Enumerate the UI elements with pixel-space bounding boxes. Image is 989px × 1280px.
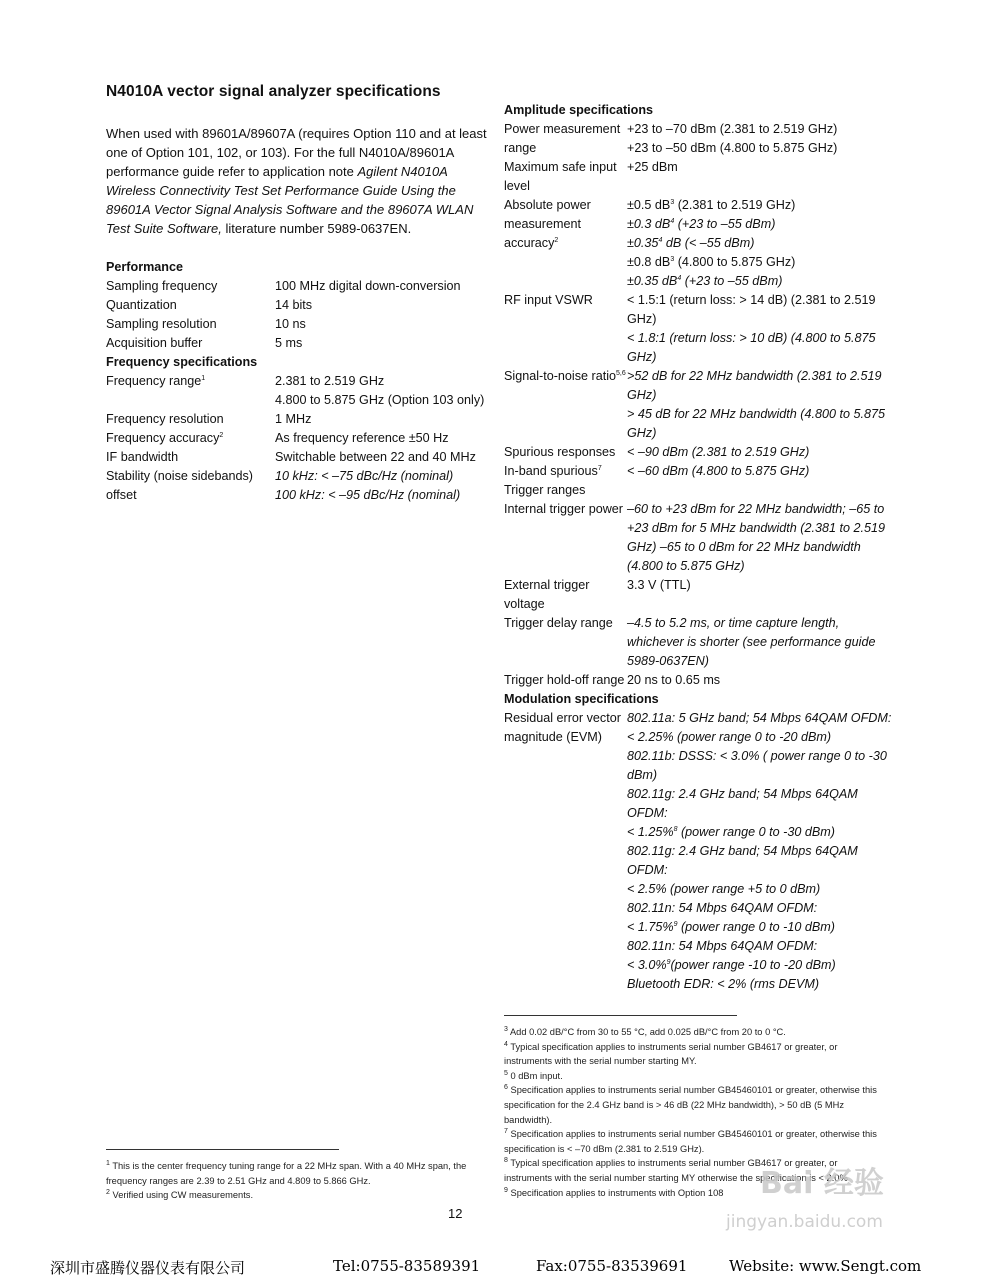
footer-fax: Fax:0755-83539691 [536, 1257, 688, 1275]
spec-row-frequency-accuracy: Frequency accuracy$^2$ As frequency reference ±50 Hz [106, 431, 449, 445]
footnote-rule-right [504, 1015, 737, 1016]
footer-company: 深圳市盛腾仪器仪表有限公司 [50, 1259, 246, 1277]
footnote-1: $^1$ This is the center frequency tuning range for a 22 MHz span. With a 40 MHz span, the frequency ranges are 2.39 to 2.51 GHz and 4.809 to 5.866 GHz. [106, 1159, 467, 1186]
spec-row-inband-spurious: In-band spurious$^7$ < –60 dBm (4.800 to 5.875 GHz) [504, 464, 810, 478]
spec-row-signal-to-noise: Signal-to-noise ratio$^{5,6}$ >52 dB for 22 MHz bandwidth (2.381 to 2.519 GHz) > 45 dB for 22 MHz bandwidth (4.800 to 5.875 GHz) [504, 369, 885, 440]
watermark-url: jingyan.baidu.com [726, 1212, 883, 1232]
spec-row-frequency-range: Frequency range$^1$ 2.381 to 2.519 GHz 4.800 to 5.875 GHz (Option 103 only) [106, 374, 485, 407]
spec-row-spurious-responses: Spurious responses < –90 dBm (2.381 to 2.519 GHz) [504, 445, 810, 459]
spec-row-sampling-resolution: Sampling resolution 10 ns [106, 317, 306, 331]
spec-row-residual-evm: Residual error vector magnitude (EVM) 802.11a: 5 GHz band; 54 Mbps 64QAM OFDM: < 2.25% (power range 0 to -20 dBm) 802.11b: DSSS: < 3.0% ( power range 0 to -30 dBm) 802.11g: 2.4 GHz band; 54 Mbps 64QAM OFDM: < 1.25%$^8$ (power range 0 to -30 dBm) 802.11g: 2.4 GHz band; 54 Mbps 64QAM OFDM: < 2.5% (power range +5 to 0 dBm) 802.11n: 54 Mbps 64QAM OFDM: < 1.75%$^9$ (power range 0 to -10 dBm) 802.11n: 54 Mbps 64QAM OFDM: < 3.0%$^9$(power range -10 to -20 dBm) Bluetooth EDR: < 2% (rms DEVM) [504, 711, 892, 991]
spec-row-quantization: Quantization 14 bits [106, 298, 313, 312]
spec-row-if-bandwidth: IF bandwidth Switchable between 22 and 40 MHz [106, 450, 476, 464]
spec-row-frequency-resolution: Frequency resolution 1 MHz [106, 412, 312, 426]
spec-row-stability: Stability (noise sidebands) offset 10 kHz: < –75 dBc/Hz (nominal) 100 kHz: < –95 dBc/Hz (nominal) [106, 469, 461, 502]
spec-row-trigger-ranges: Trigger ranges [504, 483, 586, 497]
spec-row-internal-trigger: Internal trigger power –60 to +23 dBm for 22 MHz bandwidth; –65 to +23 dBm for 5 MHz bandwidth (2.381 to 2.519 GHz) –65 to 0 dBm for 22 MHz bandwidth (4.800 to 5.875 GHz) [504, 502, 885, 573]
section-heading-amplitude: Amplitude specifications [504, 103, 654, 117]
spec-row-acquisition-buffer: Acquisition buffer 5 ms [106, 336, 303, 350]
footnote-3: $^3$ Add 0.02 dB/°C from 30 to 55 °C, add 0.025 dB/°C from 20 to 0 °C. [504, 1025, 786, 1037]
spec-row-trigger-holdoff: Trigger hold-off range 20 ns to 0.65 ms [504, 673, 721, 687]
footnote-8: $^8$ Typical specification applies to instruments serial number GB4617 or greater, or instruments with the serial number starting MY otherwise the specification is < 2.0% [504, 1157, 848, 1183]
footnote-7: $^7$ Specification applies to instruments serial number GB45460101 or greater, otherwise this specification is < –70 dBm (2.381 to 2.519 GHz). [504, 1128, 877, 1154]
right-spec-column [504, 101, 894, 994]
footnote-9: $^9$ Specification applies to instruments with Option 108 [504, 1186, 724, 1198]
spec-row-sampling-frequency: Sampling frequency 100 MHz digital down-conversion [106, 279, 461, 293]
section-heading-modulation: Modulation specifications [504, 692, 659, 706]
spec-row-rf-input-vswr: RF input VSWR < 1.5:1 (return loss: > 14 dB) (2.381 to 2.519 GHz) < 1.8:1 (return loss: > 10 dB) (4.800 to 5.875 GHz) [504, 293, 876, 364]
footnote-2: $^2$ Verified using CW measurements. [106, 1189, 254, 1201]
spec-row-external-trigger: External trigger voltage 3.3 V (TTL) [504, 578, 691, 611]
page-title: N4010A vector signal analyzer specifications [106, 83, 441, 100]
left-spec-column [106, 258, 486, 505]
spec-row-power-measurement-range: Power measurement range +23 to –70 dBm (2.381 to 2.519 GHz) +23 to –50 dBm (4.800 to 5.875 GHz) [504, 122, 838, 155]
watermark-logo: Bai 经验 [760, 1166, 884, 1201]
page-number: 12 [448, 1206, 463, 1221]
spec-row-absolute-power-accuracy: Absolute power measurement accuracy$^2$ ±0.5 $dB^3$ (2.381 to 2.519 GHz) ±0.3 $dB^4$ (+23 to –55 dBm) $\pm 0.35^4$ dB (< –55 dBm) ±0.8 $dB^3$ (4.800 to 5.875 GHz) ±0.35 $dB^4$ (+23 to –55 dBm) [504, 198, 796, 288]
footer-tel: Tel:0755-83589391 [333, 1257, 481, 1275]
intro-paragraph: When used with 89601A/89607A (requires Option 110 and at least one of Option 101, 102, or 103). For the full N4010A/89601A performance guide refer to application note Agilent N4010A Wireless Connectivity Test Set Performance Guide Using the 89601A Vector Signal Analysis Software and the 89607A WLAN Test Suite Software, literature number 5989-0637EN. [106, 126, 487, 236]
section-heading-frequency: Frequency specifications [106, 355, 258, 369]
footnote-6: $^6$ Specification applies to instruments serial number GB45460101 or greater, otherwise this specification for the 2.4 GHz band is > 46 dB (22 MHz bandwidth), > 50 dB (5 MHz bandwidth). [504, 1084, 877, 1125]
footer-website: Website: www.Sengt.com [729, 1257, 922, 1275]
footnotes-left [106, 1159, 486, 1203]
footnote-rule-left [106, 1149, 339, 1150]
spec-row-trigger-delay: Trigger delay range –4.5 to 5.2 ms, or time capture length, whichever is shorter (see performance guide 5989-0637EN) [504, 616, 876, 668]
spec-row-max-safe-input: Maximum safe input level +25 dBm [504, 160, 678, 193]
footnote-4: $^4$ Typical specification applies to instruments serial number GB4617 or greater, or instruments with the serial number starting MY. [504, 1040, 838, 1067]
section-heading-performance: Performance [106, 260, 183, 274]
footnote-5: $^5$ 0 dBm input. [504, 1069, 563, 1081]
